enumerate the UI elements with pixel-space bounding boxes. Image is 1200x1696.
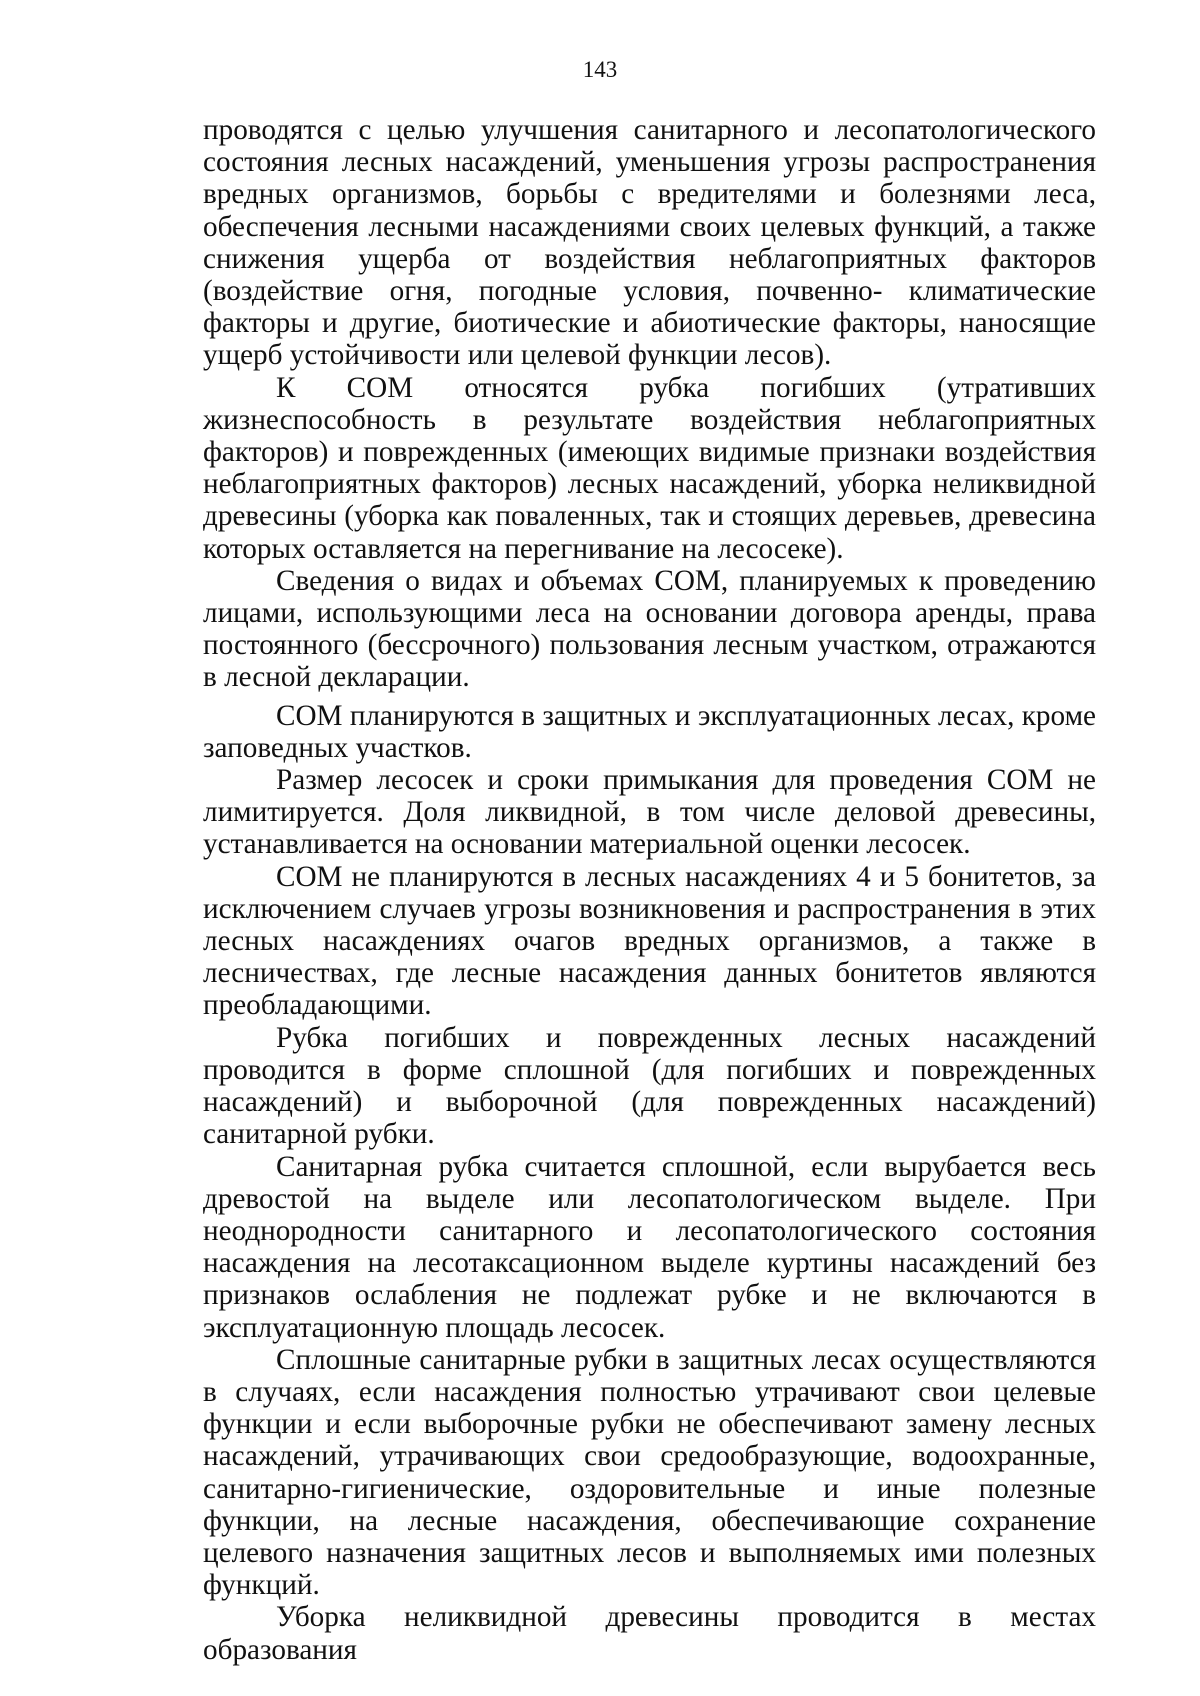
paragraph-som-declaration: Сведения о видах и объемах СОМ, планируемых к проведению лицами, использующими леса на основании договора аренды, права постоянного (бессрочного) пользования лесным участком, отражаются в лесной декларации. — [203, 564, 1096, 694]
paragraph-som-forests: СОМ планируются в защитных и эксплуатационных лесах, кроме заповедных участков. — [203, 699, 1096, 764]
paragraph-continuation: проводятся с целью улучшения санитарного и лесопатологического состояния лесных насаждений, уменьшения угрозы распространения вредных организмов, борьбы с вредителями и болезнями леса, обеспечения лесными насаждениями своих целевых функций, а также снижения ущерба от воздействия неблагоприятных факторов (воздействие огня, погодные условия, почвенно- климатические факторы и другие, биотические и абиотические факторы, наносящие ущерб устойчивости или целевой функции лесов). — [203, 114, 1096, 372]
paragraph-illiquid-wood: Уборка неликвидной древесины проводится в местах образования — [203, 1601, 1096, 1666]
paragraph-cutting-size: Размер лесосек и сроки примыкания для проведения СОМ не лимитируется. Доля ликвидной, в том числе деловой древесины, устанавливается на основании материальной оценки лесосек. — [203, 764, 1096, 861]
page-number: 143 — [582, 57, 618, 82]
paragraph-felling-form: Рубка погибших и поврежденных лесных насаждений проводится в форме сплошной (для погибших и поврежденных насаждений) и выборочной (для поврежденных насаждений) санитарной рубки. — [203, 1021, 1096, 1151]
paragraph-bonitet: СОМ не планируются в лесных насаждениях 4 и 5 бонитетов, за исключением случаев угрозы возникновения и распространения в этих лесных насаждениях очагов вредных организмов, а также в лесничествах, где лесные насаждения данных бонитетов являются преобладающими. — [203, 860, 1096, 1022]
paragraph-som-definition: К СОМ относятся рубка погибших (утративших жизнеспособность в результате воздействия неблагоприятных факторов) и поврежденных (имеющих видимые признаки воздействия неблагоприятных факторов) лесных насаждений, уборка неликвидной древесины (уборка как поваленных, так и стоящих деревьев, древесина которых оставляется на перегнивание на лесосеке). — [203, 371, 1096, 565]
paragraph-protective-forests: Сплошные санитарные рубки в защитных лесах осуществляются в случаях, если насаждения полностью утрачивают свои целевые функции и если выборочные рубки не обеспечивают замену лесных насаждений, утрачивающих свои средообразующие, водоохранные, санитарно-гигиенические, оздоровительные и иные полезные функции, на лесные насаждения, обеспечивающие сохранение целевого назначения защитных лесов и выполняемых ими полезных функций. — [203, 1343, 1096, 1602]
body-text — [203, 114, 1096, 1666]
paragraph-clear-felling: Санитарная рубка считается сплошной, если вырубается весь древостой на выделе или лесопатологическом выделе. При неоднородности санитарного и лесопатологического состояния насаждения на лесотаксационном выделе куртины насаждений без признаков ослабления не подлежат рубке и не включаются в эксплуатационную площадь лесосек. — [203, 1150, 1096, 1344]
